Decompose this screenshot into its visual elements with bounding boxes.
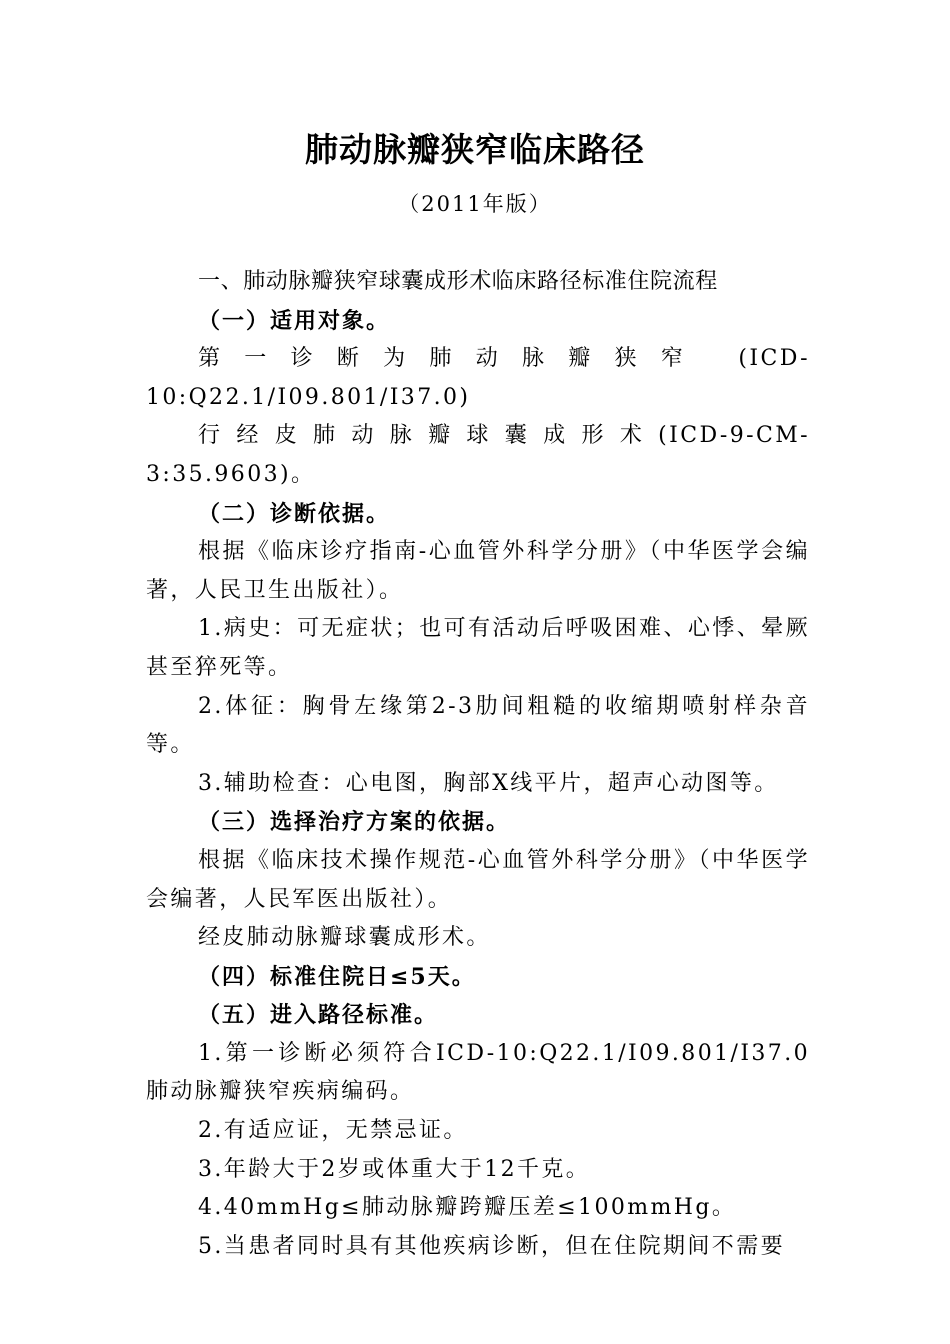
paragraph-criterion-5: 5.当患者同时具有其他疾病诊断，但在住院期间不需要 — [198, 1233, 785, 1259]
subsection-heading-treatment-basis: （三）选择治疗方案的依据。 — [198, 809, 511, 836]
paragraph-primary-diagnosis: 第一诊断为肺动脉瓣狭窄 (ICD-10:Q22.1/I09.801/I37.0) — [146, 346, 810, 410]
paragraph-criterion-3: 3.年龄大于2岁或体重大于12千克。 — [198, 1156, 591, 1182]
paragraph-criterion-4: 4.40mmHg≤肺动脉瓣跨瓣压差≤100mmHg。 — [198, 1195, 737, 1221]
paragraph-history: 1.病史：可无症状；也可有活动后呼吸困难、心悸、晕厥甚至猝死等。 — [146, 616, 810, 680]
paragraph-procedure: 行经皮肺动脉瓣球囊成形术(ICD-9-CM-3:35.9603)。 — [146, 423, 810, 487]
subsection-heading-scope: （一）适用对象。 — [198, 307, 391, 334]
subsection-heading-entry-criteria: （五）进入路径标准。 — [198, 1002, 439, 1029]
paragraph-treatment-procedure: 经皮肺动脉瓣球囊成形术。 — [198, 925, 491, 951]
subsection-heading-hospital-stay: （四）标准住院日≤5天。 — [198, 963, 476, 990]
paragraph-diagnosis-reference: 根据《临床诊疗指南-心血管外科学分册》（中华医学会编著，人民卫生出版社）。 — [146, 539, 810, 603]
paragraph-criterion-1: 1.第一诊断必须符合ICD-10:Q22.1/I09.801/I37.0肺动脉瓣狭窄疾病编码。 — [146, 1040, 810, 1105]
paragraph-signs: 2.体征：胸骨左缘第2-3肋间粗糙的收缩期喷射样杂音等。 — [146, 693, 810, 758]
paragraph-treatment-reference: 根据《临床技术操作规范-心血管外科学分册》（中华医学会编著，人民军医出版社）。 — [146, 847, 810, 912]
paragraph-auxiliary-exams: 3.辅助检查：心电图，胸部X线平片，超声心动图等。 — [198, 770, 779, 796]
paragraph-criterion-2: 2.有适应证，无禁忌证。 — [198, 1118, 468, 1144]
section-heading: 一、肺动脉瓣狭窄球囊成形术临床路径标准住院流程 — [198, 269, 718, 294]
document-body — [146, 263, 810, 1266]
document-title: 肺动脉瓣狭窄临床路径 — [305, 130, 645, 169]
subsection-heading-diagnosis-basis: （二）诊断依据。 — [198, 500, 391, 527]
document-edition: （2011年版） — [398, 192, 552, 216]
